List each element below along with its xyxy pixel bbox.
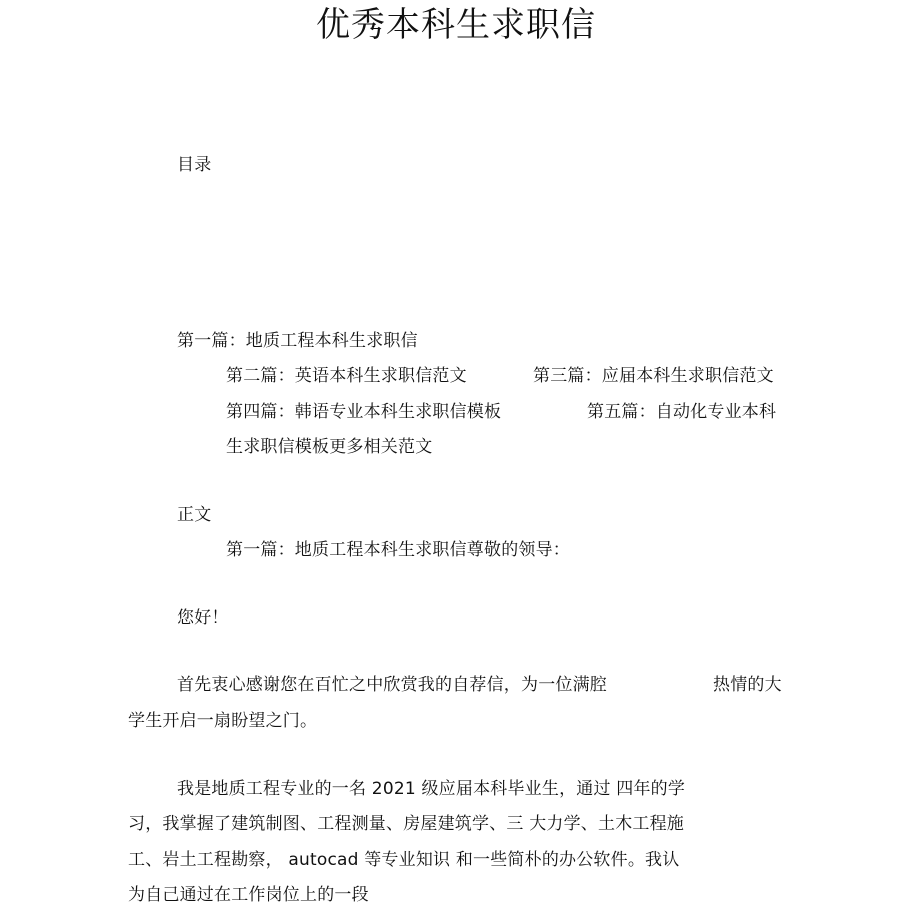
toc-item-2: 第二篇：英语本科生求职信范文: [226, 366, 467, 386]
para2-line4: 为自己通过在工作岗位上的一段: [128, 885, 369, 905]
para1-line2: 学生开启一扇盼望之门。: [128, 711, 318, 731]
document-title: 优秀本科生求职信: [316, 5, 596, 45]
first-article-intro: 第一篇：地质工程本科生求职信尊敬的领导：: [226, 540, 570, 560]
para2-line1: 我是地质工程专业的一名 2021 级应届本科毕业生，通过 四年的学: [177, 779, 686, 799]
toc-item-4: 第四篇：韩语专业本科生求职信模板: [226, 402, 502, 422]
para2-line3: 工、岩土工程勘察， autocad 等专业知识 和一些简朴的办公软件。我认: [128, 850, 680, 870]
toc-item-5-continued: 生求职信模板更多相关范文: [226, 437, 433, 457]
toc-heading: 目录: [177, 155, 212, 175]
para2-line2: 习，我掌握了建筑制图、工程测量、房屋建筑学、三 大力学、土木工程施: [128, 814, 685, 834]
body-heading: 正文: [177, 505, 212, 525]
toc-item-3: 第三篇：应届本科生求职信范文: [533, 366, 774, 386]
greeting: 您好！: [177, 608, 229, 628]
toc-item-1: 第一篇：地质工程本科生求职信: [177, 331, 418, 351]
para1-line1-b: 热情的大: [713, 675, 782, 695]
para1-line1-a: 首先衷心感谢您在百忙之中欣赏我的自荐信，为一位满腔: [177, 675, 607, 695]
toc-item-5: 第五篇：自动化专业本科: [587, 402, 777, 422]
